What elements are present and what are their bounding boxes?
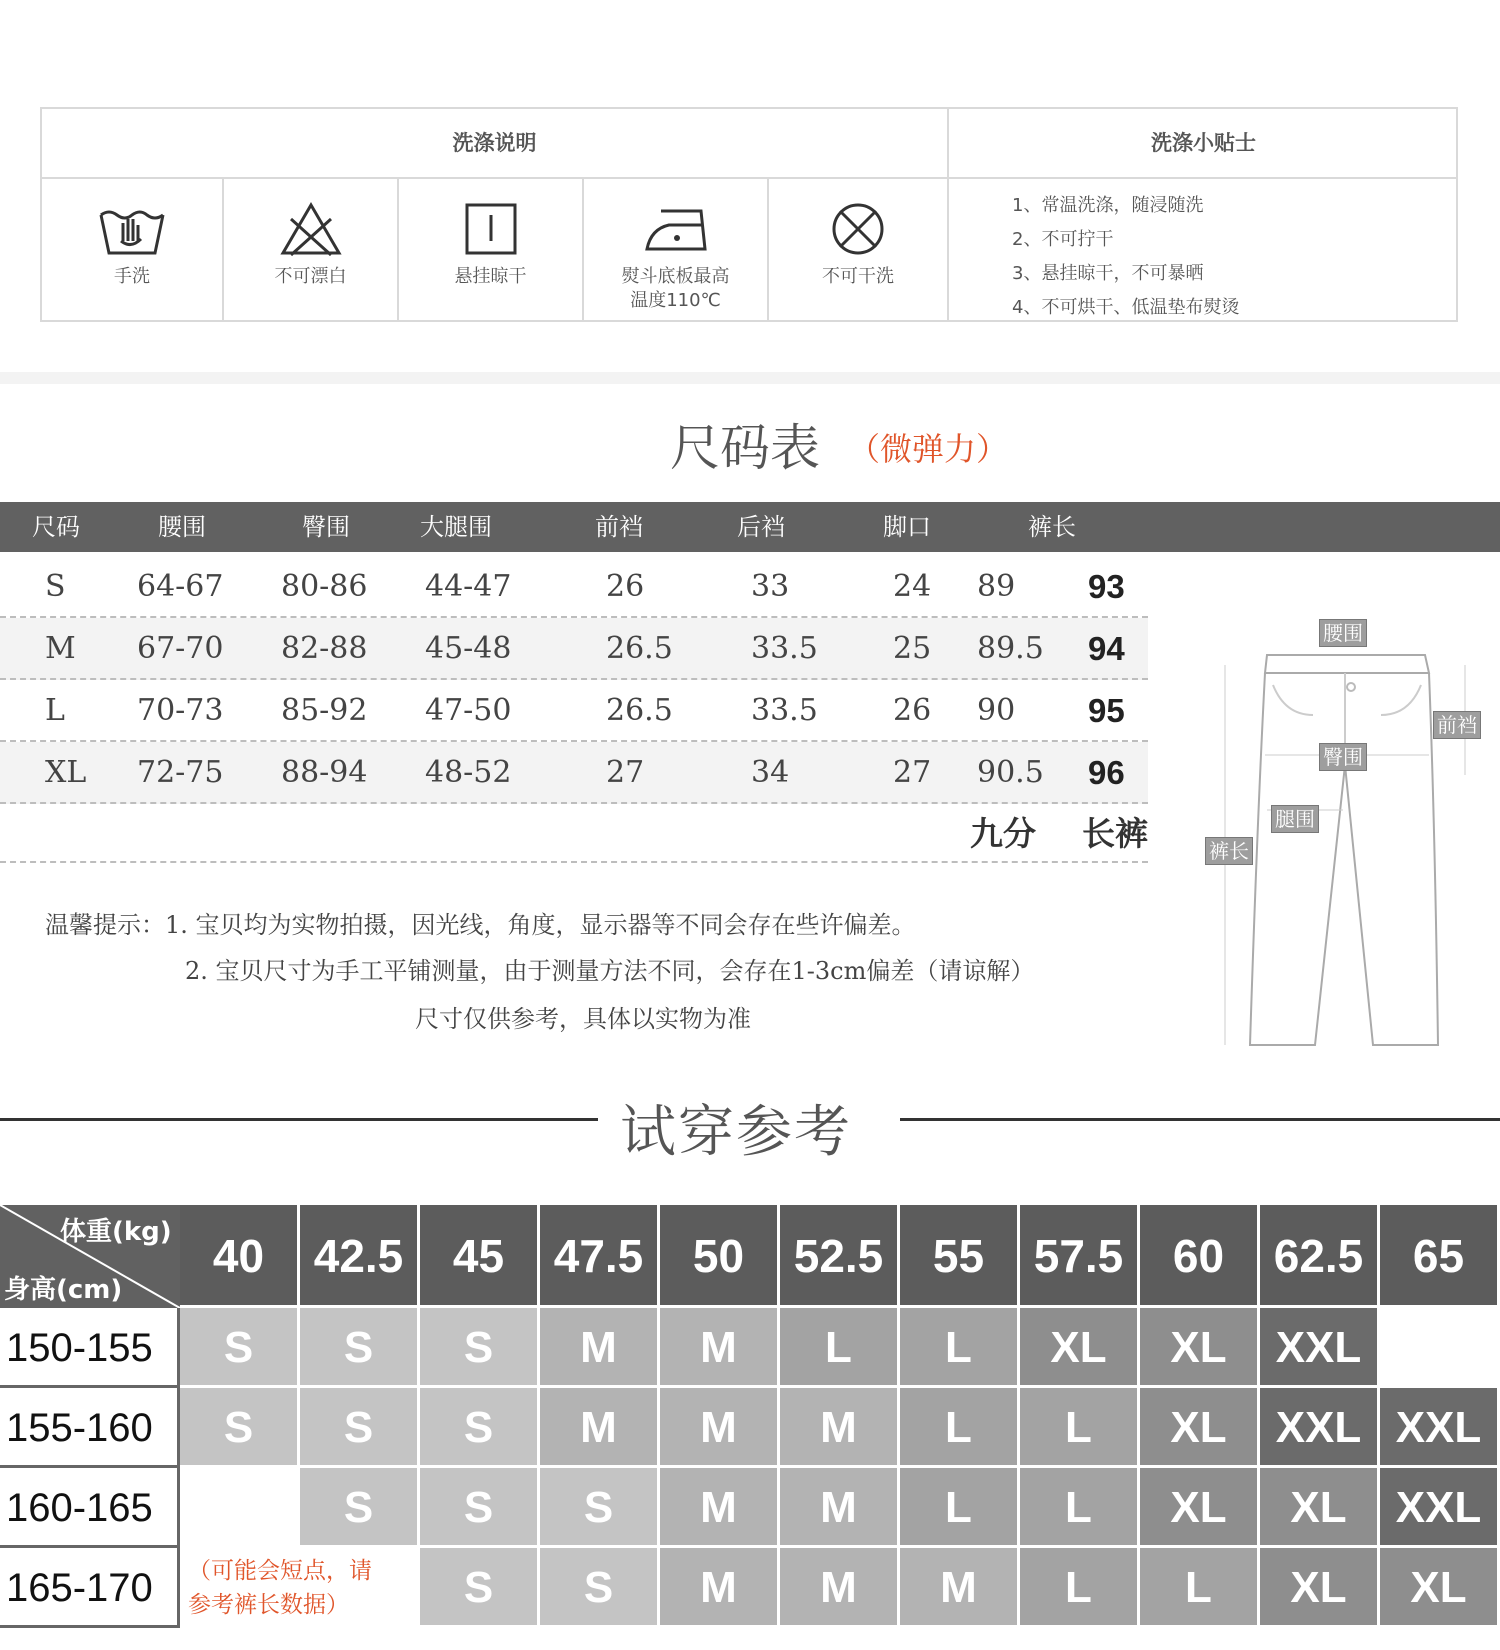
no-bleach-icon [279, 201, 343, 257]
care-symbol-no-bleach [224, 179, 397, 322]
size-recommendation: XXL [1380, 1468, 1500, 1548]
size-recommendation: XL [1260, 1548, 1380, 1628]
size-cell: 33.5 [751, 693, 818, 728]
size-chart-header [0, 502, 1500, 552]
size-recommendation: S [180, 1308, 300, 1388]
size-recommendation: L [900, 1308, 1020, 1388]
size-cell: 33 [751, 569, 790, 604]
size-cell: 95 [1088, 692, 1125, 729]
weight-header: 50 [660, 1205, 780, 1308]
size-cell: 24 [893, 569, 932, 604]
care-tips-list [1012, 189, 1239, 325]
size-cell: 33.5 [751, 631, 818, 666]
size-recommendation: XL [1140, 1308, 1260, 1388]
size-cell: S [45, 569, 66, 604]
care-symbol-iron [584, 179, 767, 322]
length-type-full: 长裤 [1082, 814, 1148, 853]
size-recommendation: M [660, 1308, 780, 1388]
size-cell: 89.5 [977, 631, 1044, 666]
size-cell: 25 [893, 631, 932, 666]
size-recommendation: XL [1140, 1468, 1260, 1548]
size-recommendation: L [1020, 1388, 1140, 1468]
diagram-label-front-rise: 前裆 [1433, 711, 1481, 739]
care-symbol-hand-wash [42, 179, 222, 322]
hand-wash-icon [97, 201, 167, 257]
height-label: 150-155 [0, 1308, 180, 1388]
size-recommendation: XL [1020, 1308, 1140, 1388]
note-line: 尺寸仅供参考，具体以实物为准 [415, 1005, 751, 1033]
size-cell: 90.5 [977, 755, 1044, 790]
height-label: 155-160 [0, 1388, 180, 1468]
diagram-label-length: 裤长 [1205, 837, 1253, 865]
size-recommendation: S [420, 1308, 540, 1388]
weight-header: 45 [420, 1205, 540, 1308]
diagram-label-hip: 臀围 [1319, 743, 1367, 771]
size-recommendation [180, 1468, 300, 1548]
size-cell: 85-92 [281, 693, 368, 728]
note-line: 温馨提示：1. 宝贝均为实物拍摄，因光线，角度，显示器等不同会存在些许偏差。 [45, 911, 916, 939]
try-on-table [0, 1205, 1500, 1650]
weight-header: 42.5 [300, 1205, 420, 1308]
size-recommendation: XXL [1380, 1388, 1500, 1468]
size-cell: 44-47 [425, 569, 512, 604]
size-recommendation: S [420, 1468, 540, 1548]
size-recommendation: XL [1380, 1548, 1500, 1628]
size-cell: 80-86 [281, 569, 368, 604]
size-cell: 27 [606, 755, 645, 790]
size-cell: 27 [893, 755, 932, 790]
height-label: 160-165 [0, 1468, 180, 1548]
length-type-row [0, 805, 1148, 863]
size-chart-title: 尺码表 [670, 419, 820, 477]
length-type-cropped: 九分 [970, 814, 1036, 853]
column-header-back-rise: 后裆 [737, 513, 785, 541]
size-row [0, 556, 1148, 618]
size-recommendation: L [1020, 1548, 1140, 1628]
care-header-tips: 洗涤小贴士 [1151, 131, 1256, 155]
care-header-instructions: 洗涤说明 [452, 131, 537, 155]
note-line: 2. 宝贝尺寸为手工平铺测量，由于测量方法不同，会存在1-3cm偏差（请谅解） [185, 957, 1035, 985]
size-cell: 26.5 [606, 693, 673, 728]
size-chart-subtitle: （微弹力） [848, 430, 1009, 468]
size-recommendation: XL [1140, 1388, 1260, 1468]
column-header-hip: 臀围 [302, 513, 350, 541]
care-symbol-label: 手洗 [114, 266, 150, 287]
diagram-label-thigh: 腿围 [1271, 805, 1319, 833]
size-recommendation: S [420, 1388, 540, 1468]
column-header-waist: 腰围 [158, 513, 206, 541]
hang-dry-icon [463, 201, 519, 257]
size-cell: 89 [977, 569, 1016, 604]
iron-icon [641, 201, 711, 257]
size-recommendation: S [300, 1468, 420, 1548]
size-recommendation: M [780, 1468, 900, 1548]
size-recommendation: XXL [1260, 1308, 1380, 1388]
care-table [40, 107, 1458, 322]
column-header-length: 裤长 [1028, 513, 1076, 541]
size-recommendation: XXL [1260, 1388, 1380, 1468]
size-cell: 26 [893, 693, 932, 728]
corner-height-label: 身高(cm) [4, 1275, 123, 1305]
care-symbol-label: 悬挂晾干 [454, 266, 527, 287]
care-symbol-hang-dry [399, 179, 582, 322]
size-row [0, 742, 1148, 804]
size-cell: L [45, 693, 65, 728]
size-cell: 34 [751, 755, 790, 790]
size-recommendation: M [540, 1308, 660, 1388]
weight-header: 60 [1140, 1205, 1260, 1308]
size-cell: 26 [606, 569, 645, 604]
care-tip: 4、不可烘干、低温垫布熨烫 [1012, 297, 1240, 318]
size-recommendation: S [300, 1308, 420, 1388]
size-row [0, 618, 1148, 680]
weight-header: 65 [1380, 1205, 1500, 1308]
diagram-label-waist: 腰围 [1319, 619, 1367, 647]
care-tip: 3、悬挂晾干，不可暴晒 [1012, 263, 1204, 284]
column-header-leg-opening: 脚口 [883, 513, 931, 541]
column-header-thigh: 大腿围 [420, 513, 492, 541]
weight-header: 55 [900, 1205, 1020, 1308]
try-on-title: 试穿参考 [620, 1100, 852, 1165]
size-cell: 67-70 [137, 631, 224, 666]
size-recommendation: XL [1260, 1468, 1380, 1548]
try-on-note: （可能会短点，请 参考裤长数据） [180, 1548, 420, 1628]
weight-header: 47.5 [540, 1205, 660, 1308]
size-cell: 94 [1088, 630, 1125, 667]
size-recommendation: L [900, 1468, 1020, 1548]
size-cell: 26.5 [606, 631, 673, 666]
size-recommendation: S [300, 1388, 420, 1468]
column-header-front-rise: 前裆 [595, 513, 643, 541]
care-symbol-label: 熨斗底板最高 温度110℃ [621, 266, 730, 311]
size-recommendation: L [900, 1388, 1020, 1468]
corner-weight-label: 体重(kg) [60, 1217, 172, 1247]
size-cell: 47-50 [425, 693, 512, 728]
pants-diagram [1195, 621, 1495, 1055]
size-recommendation: M [660, 1468, 780, 1548]
care-symbol-label: 不可干洗 [822, 266, 894, 287]
size-recommendation: M [780, 1388, 900, 1468]
care-tip: 2、不可拧干 [1012, 229, 1114, 250]
size-recommendation: M [660, 1548, 780, 1628]
size-recommendation [1380, 1308, 1500, 1388]
section-separator [0, 372, 1500, 384]
size-recommendation: M [660, 1388, 780, 1468]
care-symbol-label: 不可漂白 [274, 266, 347, 287]
weight-header: 40 [180, 1205, 300, 1308]
weight-header: 62.5 [1260, 1205, 1380, 1308]
size-recommendation: L [1140, 1548, 1260, 1628]
size-recommendation: M [780, 1548, 900, 1628]
size-cell: 90 [977, 693, 1016, 728]
size-cell: XL [45, 755, 87, 790]
size-cell: 70-73 [137, 693, 224, 728]
divider [947, 109, 949, 322]
size-recommendation: L [1020, 1468, 1140, 1548]
height-label: 165-170 [0, 1548, 180, 1628]
size-cell: 72-75 [137, 755, 224, 790]
size-recommendation: M [540, 1388, 660, 1468]
weight-header: 52.5 [780, 1205, 900, 1308]
size-row [0, 680, 1148, 742]
size-recommendation: S [180, 1388, 300, 1468]
size-recommendation: S [540, 1468, 660, 1548]
size-recommendation: S [420, 1548, 540, 1628]
size-cell: 93 [1088, 568, 1125, 605]
size-cell: 96 [1088, 754, 1125, 791]
size-recommendation: L [780, 1308, 900, 1388]
size-cell: 45-48 [425, 631, 512, 666]
no-dry-clean-icon [828, 201, 888, 257]
size-cell: 64-67 [137, 569, 224, 604]
size-recommendation: M [900, 1548, 1020, 1628]
care-symbol-no-dry-clean [769, 179, 947, 322]
size-cell: 48-52 [425, 755, 512, 790]
size-cell: 82-88 [281, 631, 368, 666]
title-rule-left [0, 1118, 598, 1121]
column-header-size: 尺码 [32, 513, 80, 541]
care-tip: 1、常温洗涤，随浸随洗 [1012, 195, 1204, 216]
size-cell: 88-94 [281, 755, 368, 790]
size-cell: M [45, 631, 76, 666]
size-recommendation: S [540, 1548, 660, 1628]
title-rule-right [900, 1118, 1500, 1121]
weight-header: 57.5 [1020, 1205, 1140, 1308]
